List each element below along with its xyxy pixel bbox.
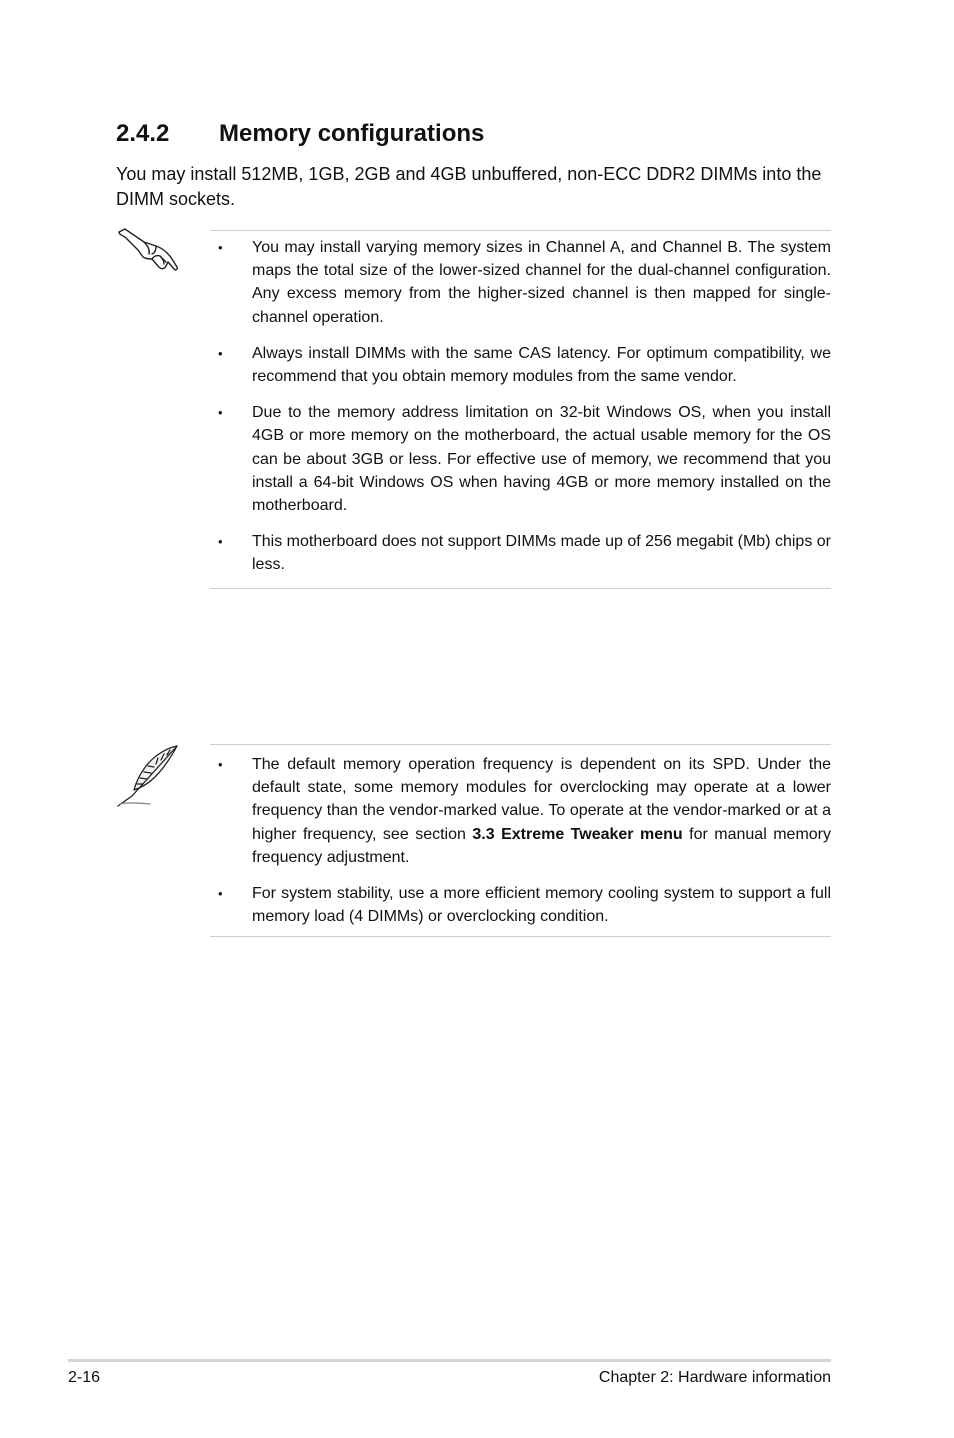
important-list — [210, 236, 831, 577]
important-top-rule — [210, 230, 831, 231]
bullet: • — [218, 886, 223, 902]
note-top-rule — [210, 744, 831, 745]
bullet: • — [218, 534, 223, 550]
list-item — [210, 753, 831, 869]
section-reference: 3.3 Extreme Tweaker menu — [472, 825, 683, 843]
list-item-text: Due to the memory address limitation on 32-bit Windows OS, when you install 4GB or more memory on the motherboard, the actual usable memory for the OS can be about 3GB or less. For effective use of memory, we recommend that you install a 64-bit Windows OS when having 4GB or more memory installed on the motherboard. — [252, 404, 831, 515]
footer-rule — [68, 1359, 831, 1362]
bullet: • — [218, 757, 223, 772]
important-box — [210, 230, 831, 589]
list-item-text: For system stability, use a more efficient memory cooling system to support a full memory load (4 DIMMs) or overclocking condition. — [252, 885, 831, 926]
pointing-hand-icon — [116, 226, 180, 274]
list-item-text-end: for manual memory frequency adjustment. — [252, 825, 831, 866]
important-bottom-rule — [210, 588, 831, 589]
list-item-text: The default memory operation frequency is dependent on its SPD. Under the default state, some memory modules for overclocking may operate at a lower frequency than the vendor-marked value. To operate at the vendor-marked or at a higher frequency, see section — [252, 756, 831, 843]
page-number: 2-16 — [68, 1369, 101, 1386]
section-number: 2.4.2 — [116, 120, 170, 147]
list-item — [210, 882, 831, 928]
chapter-title: Chapter 2: Hardware information — [598, 1369, 831, 1386]
bullet: • — [218, 240, 223, 255]
list-item-text: Always install DIMMs with the same CAS latency. For optimum compatibility, we recommend that you obtain memory modules from the same vendor. — [252, 344, 831, 386]
list-item — [210, 342, 831, 388]
list-item-text: This motherboard does not support DIMMs made up of 256 megabit (Mb) chips or less. — [252, 533, 831, 574]
list-item-text: You may install varying memory sizes in Channel A, and Channel B. The system maps the total size of the lower-sized channel for the dual-channel configuration. Any excess memory from the higher-sized channel is then mapped for single-channel operation. — [252, 239, 831, 326]
bullet: • — [218, 405, 223, 421]
quill-pen-icon — [114, 744, 180, 808]
intro-paragraph: You may install 512MB, 1GB, 2GB and 4GB unbuffered, non-ECC DDR2 DIMMs into the DIMM sockets. — [116, 164, 822, 209]
section-heading — [116, 118, 484, 150]
bullet: • — [218, 345, 223, 361]
note-bottom-rule — [210, 936, 831, 937]
list-item — [210, 530, 831, 576]
note-list — [210, 753, 831, 928]
list-item — [210, 236, 831, 329]
note-box — [210, 744, 831, 937]
section-title: Memory configurations — [219, 120, 485, 147]
list-item — [210, 401, 831, 517]
